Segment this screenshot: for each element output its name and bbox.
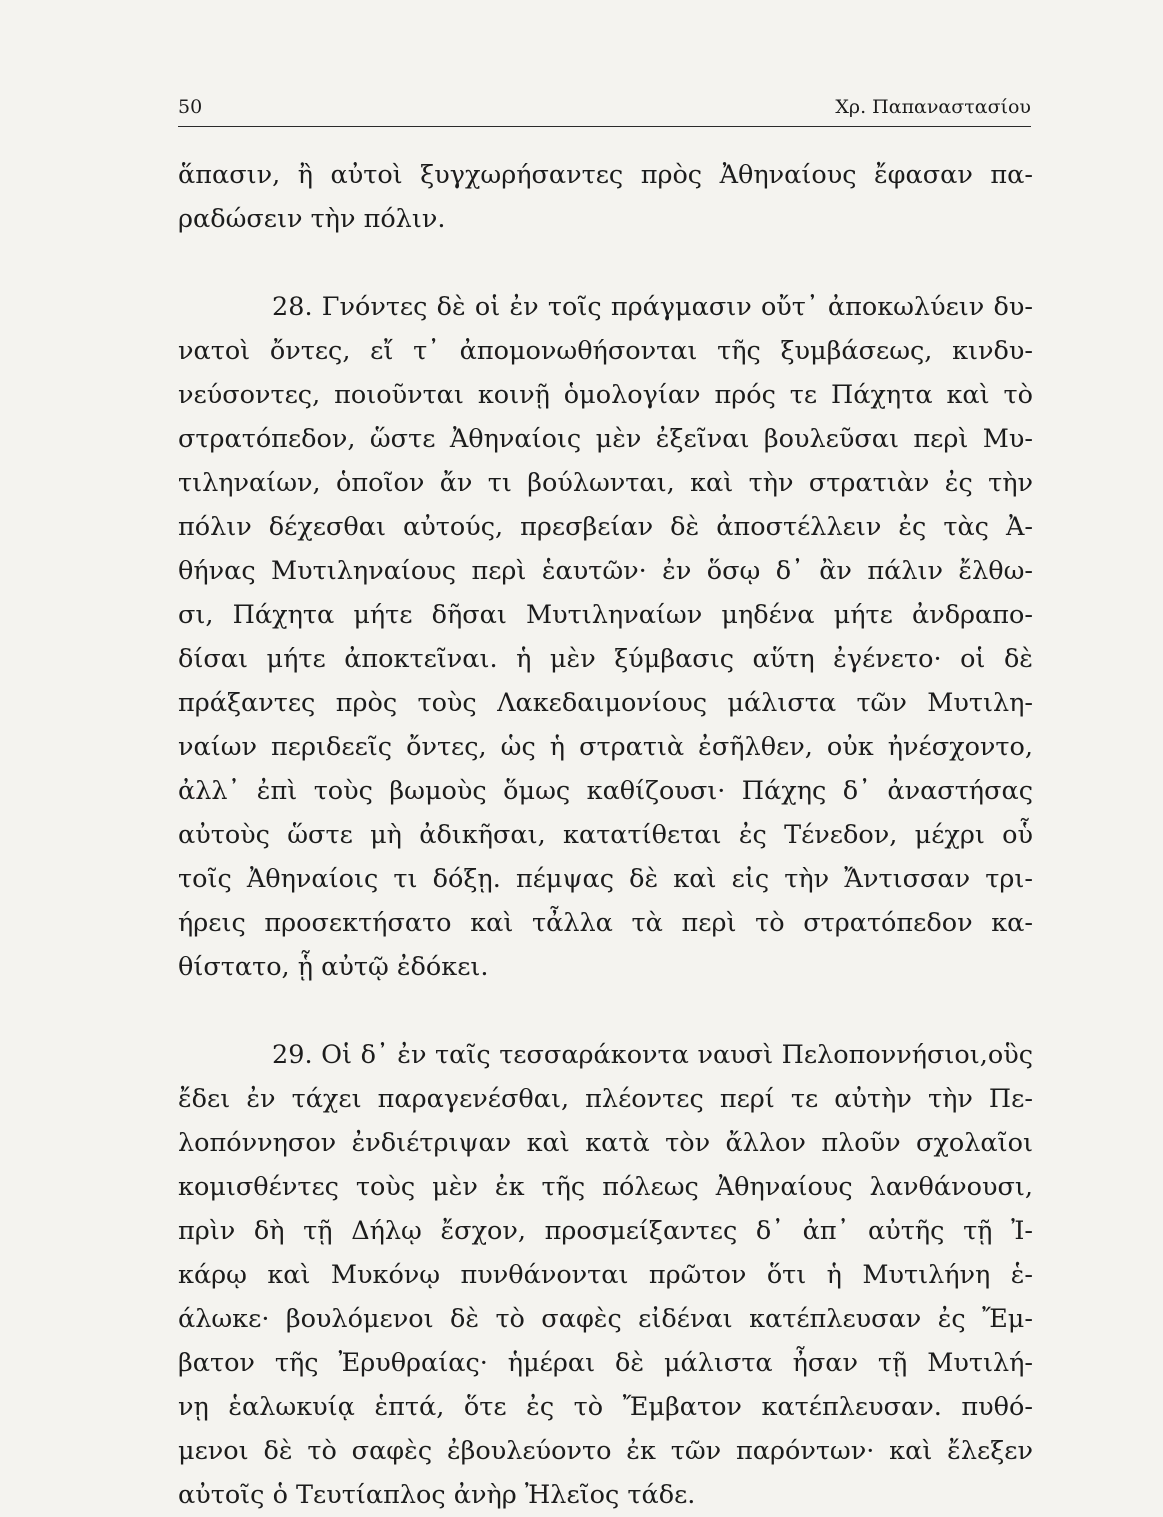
text-line: αὐτοὺς ὥστε μὴ ἀδικῆσαι, κατατίθεται ἐς Τένεδον, μέχρι οὗ xyxy=(178,820,1033,850)
text-line: λοπόννησον ἐνδιέτριψαν καὶ κατὰ τὸν ἄλλον πλοῦν σχολαῖοι xyxy=(178,1128,1033,1158)
text-line: νεύσοντες, ποιοῦνται κοινῇ ὁμολογίαν πρός τε Πάχητα καὶ τὸ xyxy=(178,380,1033,410)
text-line: θήνας Μυτιληναίους περὶ ἑαυτῶν· ἐν ὅσῳ δ᾽ ἂν πάλιν ἔλθω- xyxy=(178,556,1033,586)
running-title: Χρ. Παπαναστασίου xyxy=(835,96,1031,118)
text-line: κομισθέντες τοὺς μὲν ἐκ τῆς πόλεως Ἀθηναίους λανθάνουσι, xyxy=(178,1172,1033,1202)
text-line: ήρεις προσεκτήσατο καὶ τἆλλα τὰ περὶ τὸ στρατόπεδον κα- xyxy=(178,908,1033,938)
text-line: κάρῳ καὶ Μυκόνῳ πυνθάνονται πρῶτον ὅτι ἡ Μυτιλήνη ἑ- xyxy=(178,1260,1033,1290)
paragraph-gap xyxy=(178,241,1033,285)
text-line: μενοι δὲ τὸ σαφὲς ἐβουλεύοντο ἐκ τῶν παρόντων· καὶ ἔλεξεν xyxy=(178,1436,1033,1466)
text-line: άλωκε· βουλόμενοι δὲ τὸ σαφὲς εἰδέναι κατέπλευσαν ἐς Ἔμ- xyxy=(178,1304,1033,1334)
text-line: σι, Πάχητα μήτε δῆσαι Μυτιληναίων μηδένα μήτε ἀνδραπο- xyxy=(178,600,1033,630)
text-line: νῃ ἑαλωκυίᾳ ἑπτά, ὅτε ἐς τὸ Ἔμβατον κατέπλευσαν. πυθό- xyxy=(178,1392,1033,1422)
text-line: ἔδει ἐν τάχει παραγενέσθαι, πλέοντες περί τε αὐτὴν τὴν Πε- xyxy=(178,1084,1033,1114)
section-29-first-line: 29. Οἱ δ᾽ ἐν ταῖς τεσσαράκοντα ναυσὶ Πελοποννήσιοι,οὓς xyxy=(272,1040,1033,1070)
text-line: πόλιν δέχεσθαι αὐτούς, πρεσβείαν δὲ ἀποστέλλειν ἐς τὰς Ἀ- xyxy=(178,512,1033,542)
text-line: θίστατο, ᾗ αὐτῷ ἐδόκει. xyxy=(178,952,489,982)
text-line: τοῖς Ἀθηναίοις τι δόξῃ. πέμψας δὲ καὶ εἰς τὴν Ἄντισσαν τρι- xyxy=(178,864,1033,894)
body-text xyxy=(178,153,1033,1517)
section-28-first-line: 28. Γνόντες δὲ οἱ ἐν τοῖς πράγμασιν οὔτ᾽ ἀποκωλύειν δυ- xyxy=(272,292,1033,322)
text-line: στρατόπεδον, ὥστε Ἀθηναίοις μὲν ἐξεῖναι βουλεῦσαι περὶ Μυ- xyxy=(178,424,1033,454)
text-line: πρὶν δὴ τῇ Δήλῳ ἔσχον, προσμείξαντες δ᾽ ἀπ᾽ αὐτῆς τῇ Ἰ- xyxy=(178,1216,1033,1246)
paragraph-gap xyxy=(178,989,1033,1033)
text-line: αὐτοῖς ὁ Τευτίαπλος ἀνὴρ Ἠλεῖος τάδε. xyxy=(178,1480,696,1510)
text-line: δίσαι μήτε ἀποκτεῖναι. ἡ μὲν ξύμβασις αὕτη ἐγένετο· οἱ δὲ xyxy=(178,644,1033,674)
text-line: βατον τῆς Ἐρυθραίας· ἡμέραι δὲ μάλιστα ἦσαν τῇ Μυτιλή- xyxy=(178,1348,1033,1378)
text-line: ραδώσειν τὴν πόλιν. xyxy=(178,204,446,234)
text-line: πράξαντες πρὸς τοὺς Λακεδαιμονίους μάλιστα τῶν Μυτιλη- xyxy=(178,688,1033,718)
text-line: τιληναίων, ὁποῖον ἄν τι βούλωνται, καὶ τὴν στρατιὰν ἐς τὴν xyxy=(178,468,1033,498)
text-line: ἀλλ᾽ ἐπὶ τοὺς βωμοὺς ὅμως καθίζουσι· Πάχης δ᾽ ἀναστήσας xyxy=(178,776,1033,806)
text-line: νατοὶ ὄντες, εἴ τ᾽ ἀπομονωθήσονται τῆς ξυμβάσεως, κινδυ- xyxy=(178,336,1033,366)
running-head xyxy=(178,92,1031,127)
text-line: ἅπασιν, ἢ αὐτοὶ ξυγχωρήσαντες πρὸς Ἀθηναίους ἔφασαν πα- xyxy=(178,160,1033,190)
page-number: 50 xyxy=(178,96,203,118)
text-line: ναίων περιδεεῖς ὄντες, ὡς ἡ στρατιὰ ἐσῆλθεν, οὐκ ἠνέσχοντο, xyxy=(178,732,1033,762)
